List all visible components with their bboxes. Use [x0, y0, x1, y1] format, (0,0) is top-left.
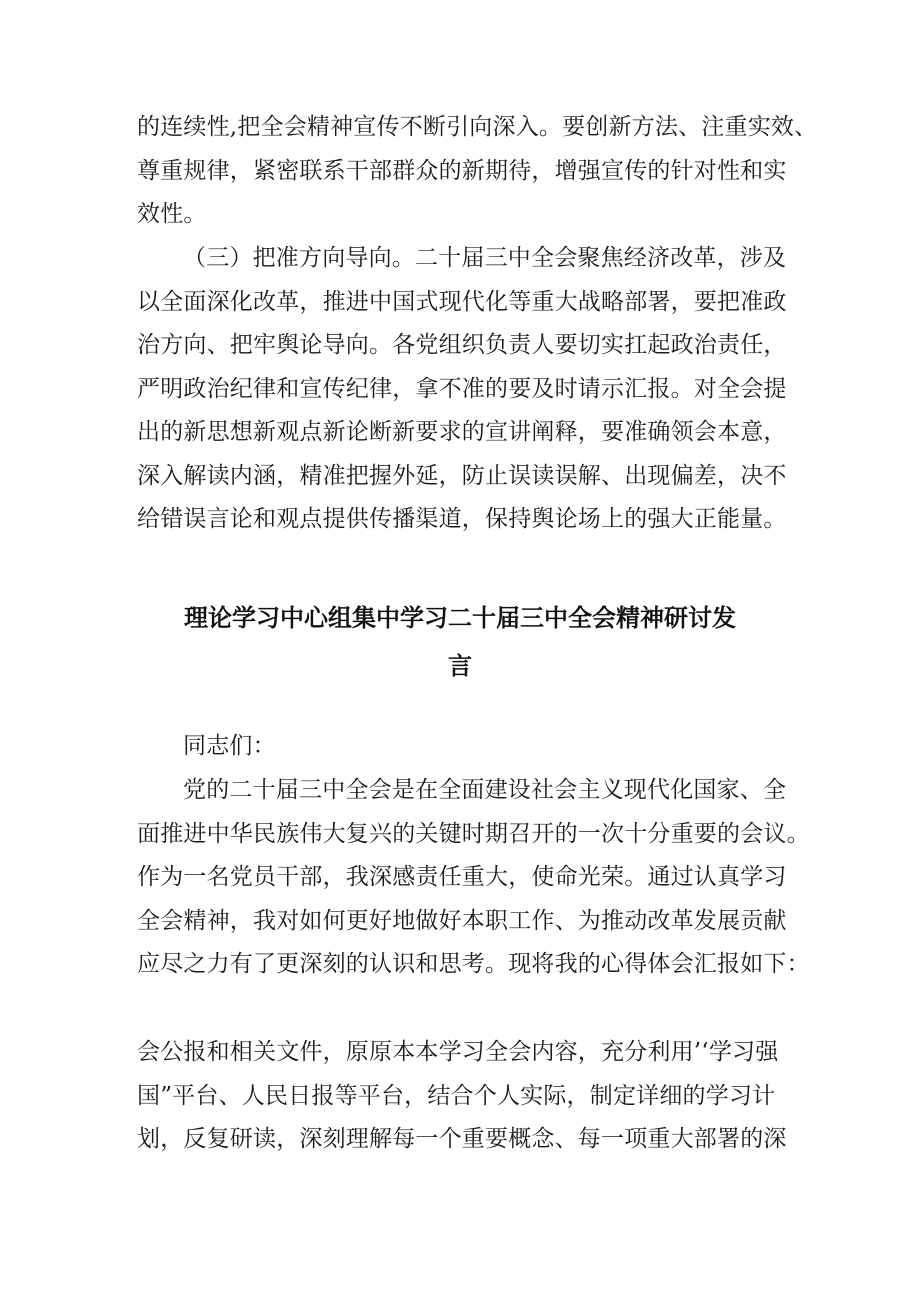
- text-line: 的连续性,把全会精神宣传不断引向深入。要创新方法、注重实效、: [137, 114, 818, 140]
- text-line: 出的新思想新观点新论断新要求的宣讲阐释，要准确领会本意，: [137, 419, 787, 445]
- text-line: 应尽之力有了更深刻的认识和思考。现将我的心得体会汇报如下：: [137, 951, 810, 977]
- text-line: 效性。: [137, 201, 207, 227]
- text-line: 深入解读内涵，精准把握外延，防止误读误解、出现偏差，决不: [137, 462, 787, 489]
- text-line: 尊重规律，紧密联系干部群众的新期待，增强宣传的针对性和实: [137, 157, 787, 184]
- paragraph-introduction: [137, 769, 810, 987]
- greeting-text: 同志们：: [183, 733, 276, 759]
- paragraph-propaganda-continuity: [137, 106, 818, 237]
- text-line: 面推进中华民族伟大复兴的关键时期召开的一次十分重要的会议。: [137, 820, 810, 847]
- text-line: 全会精神，我对如何更好地做好本职工作、为推动改革发展贡献: [137, 907, 787, 934]
- paragraph-direction-guidance: [137, 237, 792, 542]
- greeting: [137, 725, 792, 769]
- text-line: 治方向、把牢舆论导向。各党组织负责人要切实扛起政治责任，: [137, 332, 787, 358]
- text-line: 会公报和相关文件，原原本本学习全会内容，充分利用’‘学习强: [137, 1039, 779, 1065]
- text-line: （三）把准方向导向。二十届三中全会聚焦经济改革，涉及: [183, 245, 787, 271]
- text-line: 以全面深化改革，推进中国式现代化等重大战略部署，要把准政: [137, 288, 787, 315]
- text-line: 作为一名党员干部，我深感责任重大，使命光荣。通过认真学习: [137, 864, 787, 890]
- paragraph-study-plan: [137, 1031, 792, 1162]
- text-line: 国”平台、人民日报等平台，结合个人实际，制定详细的学习计: [137, 1082, 776, 1109]
- heading-line: 理论学习中心组集中学习二十届三中全会精神研讨发: [184, 604, 736, 632]
- heading-line: 言: [448, 652, 472, 680]
- text-line: 严明政治纪律和宣传纪律，拿不准的要及时请示汇报。对全会提: [137, 375, 787, 402]
- text-line: 党的二十届三中全会是在全面建设社会主义现代化国家、全: [183, 777, 787, 803]
- text-line: 给错误言论和观点提供传播渠道，保持舆论场上的强大正能量。: [137, 506, 787, 532]
- section-heading: [120, 594, 800, 690]
- text-line: 划，反复研读，深刻理解每一个重要概念、每一项重大部署的深: [137, 1126, 787, 1152]
